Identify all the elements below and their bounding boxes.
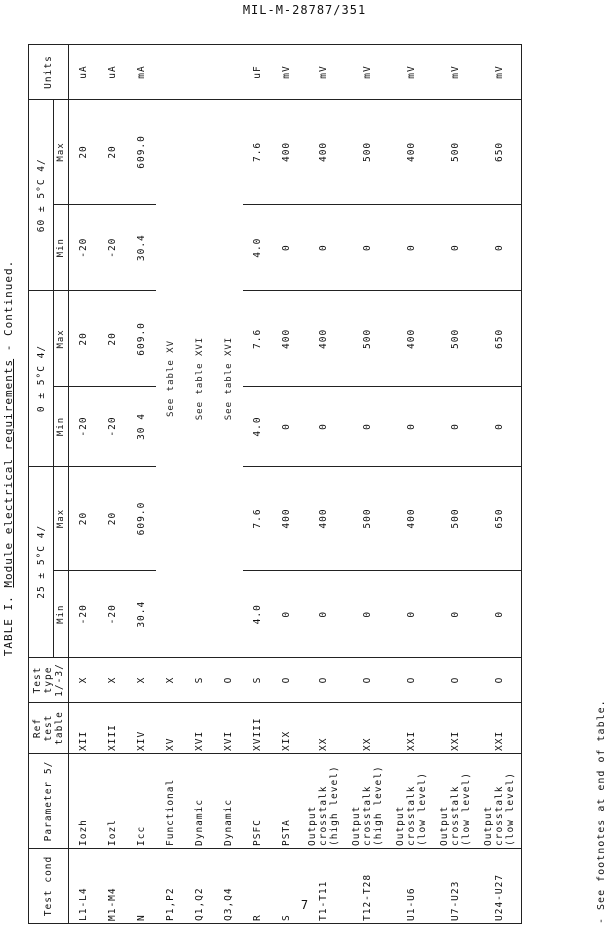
table-row: T12-T28 Output crosstalk (high level) XX O 0 500 0 500 0 500 mV [345,45,389,924]
table-row: U24-U27 Output crosstalk (low level) XXI O 0 650 0 650 0 650 mV [477,45,522,924]
table-row: P1,P2 Functional XV X See table XV [156,45,185,924]
table-row: L1-L4 Iozh XII X -20 20 -20 20 -20 20 uA [69,45,99,924]
col-ref-table: Ref test table [29,703,69,754]
page-number: 7 [300,898,309,912]
col-parameter: Parameter 5/ [29,754,69,849]
see-table-note: See table XV [156,100,185,658]
col-max: Max [54,466,69,571]
table-row: M1-M4 Iozl XIII X -20 20 -20 20 -20 20 uA [98,45,127,924]
electrical-requirements-table [28,44,522,924]
col-min: Min [54,204,69,291]
col-test-cond: Test cond [29,849,69,924]
table-row: S PSTA XIX O 0 400 0 400 0 400 mV [272,45,301,924]
table-title: TABLE I. Module electrical requirements - Continued. [2,259,15,657]
col-min: Min [54,387,69,466]
footnote: - See footnotes at end of table. [596,699,607,924]
col-max: Max [54,291,69,387]
table-title-underlined: Module electrical requirements [2,358,15,588]
table-row: U1-U6 Output crosstalk (low level) XXI O 0 400 0 400 0 400 mV [389,45,433,924]
table-row: T1-T11 Output crosstalk (high level) XX O 0 400 0 400 0 400 mV [301,45,345,924]
see-table-note: See table XVI [214,100,243,658]
col-units: Units [29,45,69,100]
running-header: MIL-M-28787/351 [242,3,367,17]
table-row: R PSFC XVIII S 4.0 7.6 4.0 7.6 4.0 7.6 uF [243,45,272,924]
col-temp-60: 60 ± 5°C 4/ [29,100,54,291]
table-row: Q3,Q4 Dynamic XVI O See table XVI [214,45,243,924]
col-max: Max [54,100,69,205]
table-row: U7-U23 Output crosstalk (low level) XXI O 0 500 0 500 0 500 mV [433,45,477,924]
table-row: Q1,Q2 Dynamic XVI S See table XVI [185,45,214,924]
see-table-note: See table XVI [185,100,214,658]
col-min: Min [54,571,69,658]
col-temp-0: 0 ± 5°C 4/ [29,291,54,466]
table-body [69,45,522,924]
table-row: N Icc XIV X 30.4 609.0 30 4 609.0 30.4 609.0 mA [127,45,156,924]
col-test-type: Test type 1/-3/ [29,658,69,703]
col-temp-25: 25 ± 5°C 4/ [29,466,54,657]
